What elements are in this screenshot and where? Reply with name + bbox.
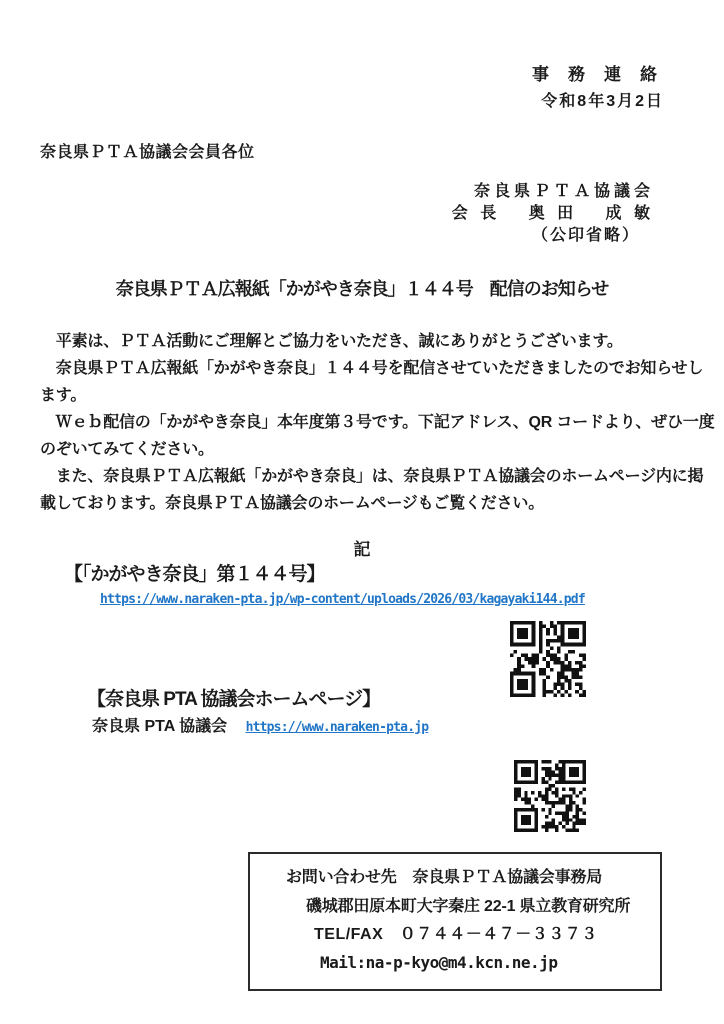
kagayaki-section-heading: 【「かがやき奈良」第１４４号】	[64, 564, 325, 585]
qr-code-homepage	[514, 760, 586, 832]
body-line: Ｗｅｂ配信の「かがやき奈良」本年度第３号です。下記アドレス、QR コードより、ぜひ一度	[40, 414, 715, 431]
contact-telfax-line: TEL/FAX ０７４４－４７－３３７３	[314, 926, 598, 943]
homepage-link-row	[92, 713, 428, 736]
page-title: 奈良県ＰＴＡ広報紙「かがやき奈良」１４４号 配信のお知らせ	[115, 279, 609, 299]
contact-mail-line: Mail:na-p-kyo@m4.kcn.ne.jp	[320, 953, 558, 972]
recipient-line: 奈良県ＰＴＡ協議会会員各位	[40, 144, 255, 161]
sender-president: 会 長 奥 田 成 敏	[451, 205, 654, 222]
doc-date: 令和8年3月2日	[541, 93, 664, 110]
seal-omitted-note: （公印省略）	[531, 227, 640, 244]
body-line: 奈良県ＰＴＡ広報紙「かがやき奈良」１４４号を配信させていただきましたのでお知らせし	[40, 360, 704, 377]
contact-address-line: 磯城郡田原本町大字秦庄 22-1 県立教育研究所	[306, 898, 631, 915]
sender-block	[452, 181, 654, 247]
body-line: ます。	[40, 387, 87, 404]
ki-marker: 記	[353, 540, 371, 559]
doc-type-label: 事 務 連 絡	[532, 65, 658, 84]
homepage-section-heading: 【奈良県 PTA 協議会ホームページ】	[87, 689, 381, 710]
body-line: 載しております。奈良県ＰＴＡ協議会のホームページもご覧ください。	[40, 495, 545, 512]
homepage-link-label: 奈良県 PTA 協議会	[92, 718, 228, 735]
body-text	[40, 328, 715, 517]
contact-office-line: お問い合わせ先 奈良県ＰＴＡ協議会事務局	[286, 869, 603, 886]
kagayaki-pdf-link[interactable]: https://www.naraken-pta.jp/wp-content/uploads/2026/03/kagayaki144.pdf	[100, 592, 585, 607]
body-line: また、奈良県ＰＴＡ広報紙「かがやき奈良」は、奈良県ＰＴＡ協議会のホームページ内に掲	[40, 468, 704, 485]
body-line: のぞいてみてください。	[40, 441, 214, 458]
qr-code-kagayaki144	[510, 621, 586, 697]
body-line: 平素は、ＰＴＡ活動にご理解とご協力をいただき、誠にありがとうございます。	[40, 333, 623, 350]
sender-org: 奈良県ＰＴＡ協議会	[473, 183, 654, 200]
contact-box	[248, 852, 662, 991]
homepage-link[interactable]: https://www.naraken-pta.jp	[245, 720, 429, 735]
